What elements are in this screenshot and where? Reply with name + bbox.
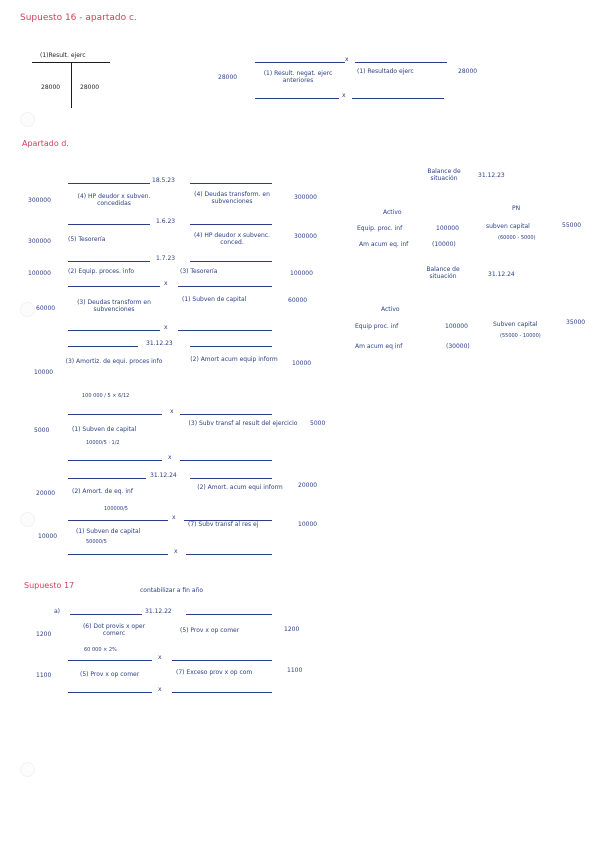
page-title: Supuesto 16 - apartado c. <box>20 13 137 23</box>
entry-3-bottom-line-r <box>178 286 272 287</box>
journal-c-top-line-r <box>355 62 447 63</box>
balance-1-row-2-value: (10000) <box>432 241 456 248</box>
s17-entry-1-credit-account: (5) Prov x op comer <box>180 627 240 634</box>
entry-4-bottom-line-r <box>178 330 272 331</box>
entry-7-x: x <box>172 514 176 521</box>
entry-5-bottom-line-r <box>180 414 272 415</box>
entry-5-credit-amount: 10000 <box>292 360 312 367</box>
balance-1-activo: Activo <box>383 209 402 216</box>
entry-5-debit-account: (3) Amortiz. de equi. proces info <box>65 358 163 365</box>
balance-2-row-2-account: Am acum eq inf <box>355 343 403 350</box>
section-17-date: 31.12.22 <box>145 608 172 615</box>
entry-5-x: x <box>170 408 174 415</box>
entry-8-debit-amount: 10000 <box>38 533 58 540</box>
s17-entry-2-bottom-line-l <box>68 692 152 693</box>
balance-2-row-2-value: (30000) <box>446 343 470 350</box>
entry-3-x: x <box>164 280 168 287</box>
entry-6-bottom-line-r <box>180 460 272 461</box>
s17-entry-2-bottom-line-r <box>172 692 272 693</box>
entry-3-debit-amount: 100000 <box>28 270 51 277</box>
entry-7-debit-account: (2) Amort. de eq. inf <box>72 488 133 495</box>
entry-3-credit-amount: 100000 <box>290 270 313 277</box>
entry-1-date: 18.5.23 <box>152 177 175 184</box>
t-account-left: 28000 <box>41 84 61 91</box>
s17-entry-2-credit-account: (7) Exceso prov x op com <box>176 669 253 676</box>
entry-6-x: x <box>168 454 172 461</box>
entry-4-debit-account: (3) Deudas transform en subvenciones <box>77 299 151 313</box>
entry-2-date-line-l <box>68 224 150 225</box>
balance-1-date: 31.12.23 <box>478 172 505 179</box>
entry-4-bottom-line-l <box>68 330 160 331</box>
entry-8-calc-note: 50000/5 <box>86 539 107 545</box>
entry-6-bottom-line-l <box>68 460 162 461</box>
t-account-title: (1)Result. ejerc <box>40 52 86 59</box>
section-17-date-line-r <box>186 614 272 615</box>
entry-1-debit-account: (4) HP deudor x subven. concedidas <box>77 193 151 207</box>
punch-hole-1 <box>20 112 35 127</box>
entry-6-debit-amount: 5000 <box>34 427 50 434</box>
section-17-subtitle: contabilizar a fin año <box>140 587 204 594</box>
entry-5-debit-amount: 10000 <box>34 369 54 376</box>
s17-entry-2-credit-amount: 1100 <box>287 667 303 674</box>
t-account-right: 28000 <box>80 84 100 91</box>
entry-2-credit-account: (4) HP deudor x subvenc. conced. <box>193 232 271 246</box>
journal-c-bottom-line-r <box>352 98 444 99</box>
s17-entry-1-x: x <box>158 654 162 661</box>
s17-entry-1-calc-note: 60 000 × 2% <box>84 647 117 653</box>
balance-1-pn: PN <box>512 205 521 212</box>
punch-hole-4 <box>20 762 35 777</box>
entry-3-date-line-l <box>68 261 150 262</box>
entry-4-x: x <box>164 324 168 331</box>
balance-2-pn-account: Subven capital <box>493 321 538 328</box>
balance-1-title: Balance de situación <box>427 168 461 182</box>
entry-7-calc-note: 100000/5 <box>104 506 128 512</box>
journal-c-debit-account: (1) Result. negat. ejerc anteriores <box>263 70 333 84</box>
balance-1-row-2-account: Am acum eq. inf <box>359 241 409 248</box>
balance-1-row-1-value: 100000 <box>436 225 459 232</box>
entry-5-calc-note: 100 000 / 5 × 6/12 <box>82 393 130 399</box>
entry-8-bottom-line-l <box>68 554 168 555</box>
entry-7-date-line-r <box>190 478 272 479</box>
entry-5-date-line-l <box>68 346 138 347</box>
entry-2-debit-amount: 300000 <box>28 238 51 245</box>
s17-entry-2-x: x <box>158 686 162 693</box>
entry-2-date-line-r <box>190 224 272 225</box>
s17-entry-2-debit-amount: 1100 <box>36 672 52 679</box>
entry-2-debit-account: (5) Tesorería <box>68 236 106 243</box>
balance-1-row-1-account: Equip. proc. inf <box>357 225 403 232</box>
entry-1-credit-account: (4) Deudas transform. en subvenciones <box>194 191 270 205</box>
entry-8-debit-account: (1) Subven de capital <box>76 528 141 535</box>
balance-2-pn-value: 35000 <box>566 319 586 326</box>
entry-5-bottom-line-l <box>68 414 162 415</box>
entry-8-credit-account: (7) Subv transf al res ej <box>188 521 259 528</box>
entry-4-credit-account: (1) Subven de capital <box>182 296 247 303</box>
section-17-title: Supuesto 17 <box>24 581 75 590</box>
balance-2-title: Balance de situación <box>426 266 460 280</box>
t-account-divider <box>71 62 72 108</box>
entry-6-credit-amount: 5000 <box>310 420 326 427</box>
entry-5-date: 31.12.23 <box>146 340 173 347</box>
entry-3-bottom-line-l <box>68 286 160 287</box>
entry-7-credit-account: (2) Amort. acum equi inform <box>197 484 283 491</box>
entry-5-credit-account: (2) Amort acum equip inform <box>190 356 278 363</box>
balance-1-pn-account: subven capital <box>486 223 530 230</box>
journal-c-credit-amount: 28000 <box>458 68 478 75</box>
entry-3-date: 1.7.23 <box>156 255 176 262</box>
entry-2-date: 1.6.23 <box>156 218 176 225</box>
entry-1-credit-amount: 300000 <box>294 194 317 201</box>
entry-7-date: 31.12.24 <box>150 472 177 479</box>
section-17-label-a: a) <box>54 608 61 615</box>
entry-3-date-line-r <box>190 261 272 262</box>
entry-7-credit-amount: 20000 <box>298 482 318 489</box>
entry-1-date-line-r <box>190 183 272 184</box>
punch-hole-3 <box>20 512 35 527</box>
balance-2-row-1-account: Equip proc. inf <box>355 323 399 330</box>
punch-hole-2 <box>20 302 35 317</box>
entry-2-credit-amount: 300000 <box>294 233 317 240</box>
balance-2-date: 31.12.24 <box>488 271 515 278</box>
entry-8-bottom-line-r <box>186 554 272 555</box>
entry-7-date-line-l <box>68 478 146 479</box>
entry-3-credit-account: (3) Tesorería <box>180 268 218 275</box>
journal-c-x: x <box>345 56 349 63</box>
entry-6-calc-note: 10000/5 · 1/2 <box>86 440 120 446</box>
s17-entry-1-bottom-line-r <box>172 660 272 661</box>
balance-2-pn-note: (55000 - 10000) <box>500 333 541 339</box>
entry-4-debit-amount: 60000 <box>36 305 56 312</box>
s17-entry-1-bottom-line-l <box>68 660 152 661</box>
entry-1-date-line-l <box>68 183 150 184</box>
entry-8-credit-amount: 10000 <box>298 521 318 528</box>
journal-c-debit-amount: 28000 <box>218 74 238 81</box>
balance-1-pn-value: 55000 <box>562 222 582 229</box>
s17-entry-2-debit-account: (5) Prov x op comer <box>80 671 140 678</box>
balance-2-activo: Activo <box>381 306 400 313</box>
entry-1-debit-amount: 300000 <box>28 197 51 204</box>
entry-6-debit-account: (1) Subven de capital <box>72 426 137 433</box>
s17-entry-1-debit-amount: 1200 <box>36 631 52 638</box>
entry-8-x: x <box>174 548 178 555</box>
section-d-title: Apartado d. <box>22 139 69 148</box>
balance-2-row-1-value: 100000 <box>445 323 468 330</box>
journal-c-top-line <box>255 62 345 63</box>
entry-5-date-line-r <box>190 346 272 347</box>
journal-c-x2: x <box>342 92 346 99</box>
journal-c-credit-account: (1) Resultado ejerc <box>357 68 414 75</box>
entry-3-debit-account: (2) Equip. proces. info <box>68 268 135 275</box>
entry-7-bottom-line-l <box>68 520 168 521</box>
section-17-date-line-l <box>70 614 142 615</box>
entry-4-credit-amount: 60000 <box>288 297 308 304</box>
balance-1-pn-note: (60000 - 5000) <box>498 235 536 241</box>
entry-7-debit-amount: 20000 <box>36 490 56 497</box>
journal-c-bottom-line <box>255 98 339 99</box>
s17-entry-1-credit-amount: 1200 <box>284 626 300 633</box>
s17-entry-1-debit-account: (6) Dot provis x oper comerc <box>82 623 146 637</box>
entry-6-credit-account: (3) Subv transf al result del ejercicio <box>188 420 298 427</box>
